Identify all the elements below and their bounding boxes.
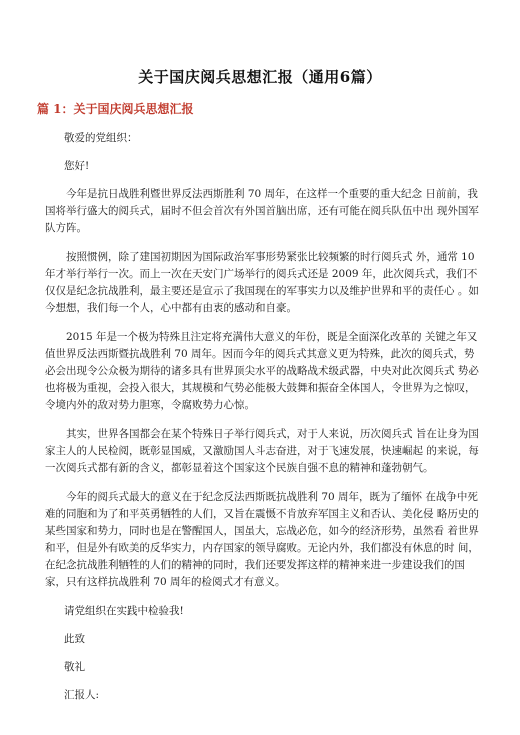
document-body	[45, 130, 482, 715]
paragraph-3: 2015 年是一个极为特殊且注定将充满伟大意义的年份，既是全面深化改革的 关键之年又值世界反法西斯暨抗战胜利 70 周年。因而今年的阅兵式其意义更为特殊，此次的阅兵式，势必会出现令公众极为期待的诸多具有世界顶尖水平的战略战术级武器，中央对此次阅兵式 势必也将极为重视，会投入很大，其规模和气势必能极大鼓舞和振奋全体国人，令世界为之惊叹，令境内外的敌对势力胆寒，令腐败势力心惊。	[45, 331, 479, 411]
closing-jing-li: 敬礼	[64, 661, 85, 673]
section-heading: 篇 1：关于国庆阅兵思想汇报	[37, 102, 194, 116]
greeting-recipient: 敬爱的党组织：	[64, 132, 138, 144]
closing-request: 请党组织在实践中检验我!	[64, 605, 184, 617]
closing-reporter: 汇报人:	[64, 689, 100, 701]
paragraph-5: 今年的阅兵式最大的意义在于纪念反法西斯既抗战胜利 70 周年，既为了缅怀 在战争中死难的同胞和为了和平英勇牺牲的人们，又旨在震慑不肯放弃军国主义和否认、美化侵 略历史的某些国家和势力，同时也是在警醒国人，国虽大，忘战必危，如今的经济形势，虽然看 着世界和平，但是外有欧美的反华实力，内存国家的领导腐败。无论内外，我们都没有休息的时 间，在纪念抗战胜利牺牲的人们的精神的同时，我们还要发挥这样的精神来进一步建设我们的国 家，只有这样抗战胜利 70 周年的检阅式才有意义。	[45, 491, 479, 588]
paragraph-2: 按照惯例，除了建国初期因为国际政治军事形势紧张比较频繁的时行阅兵式 外，通常 10 年才举行举行一次。而上一次在天安门广场举行的阅兵式还是 2009 年，此次阅兵式，我们不仅仅是纪念抗战胜利，最主要还是宣示了我国现在的军事实力以及维护世界和平的责任心 。如今想想，我们每一个人，心中都有由衷的感动和自豪。	[45, 251, 479, 314]
paragraph-4: 其实，世界各国都会在某个特殊日子举行阅兵式，对于人来说，历次阅兵式 旨在让身为国家主人的人民检阅，既彰显国威，又激励国人斗志奋进，对于飞速发展，快速崛起 的来说，每一次阅兵式都有新的含义，都彰显着这个国家这个民族自强不息的精神和蓬勃朝气。	[45, 428, 479, 474]
greeting-hello: 您好!	[64, 160, 90, 172]
document-title: 关于国庆阅兵思想汇报（通用6篇）	[138, 68, 382, 86]
closing-ci-zhi: 此致	[64, 633, 85, 645]
paragraph-1: 今年是抗日战胜利暨世界反法西斯胜利 70 周年，在这样一个重要的重大纪念 日前前，我国将举行盛大的阅兵式，届时不但会首次有外国首脑出席，还有可能在阅兵队伍中出 现外国军队方阵。	[45, 188, 479, 234]
